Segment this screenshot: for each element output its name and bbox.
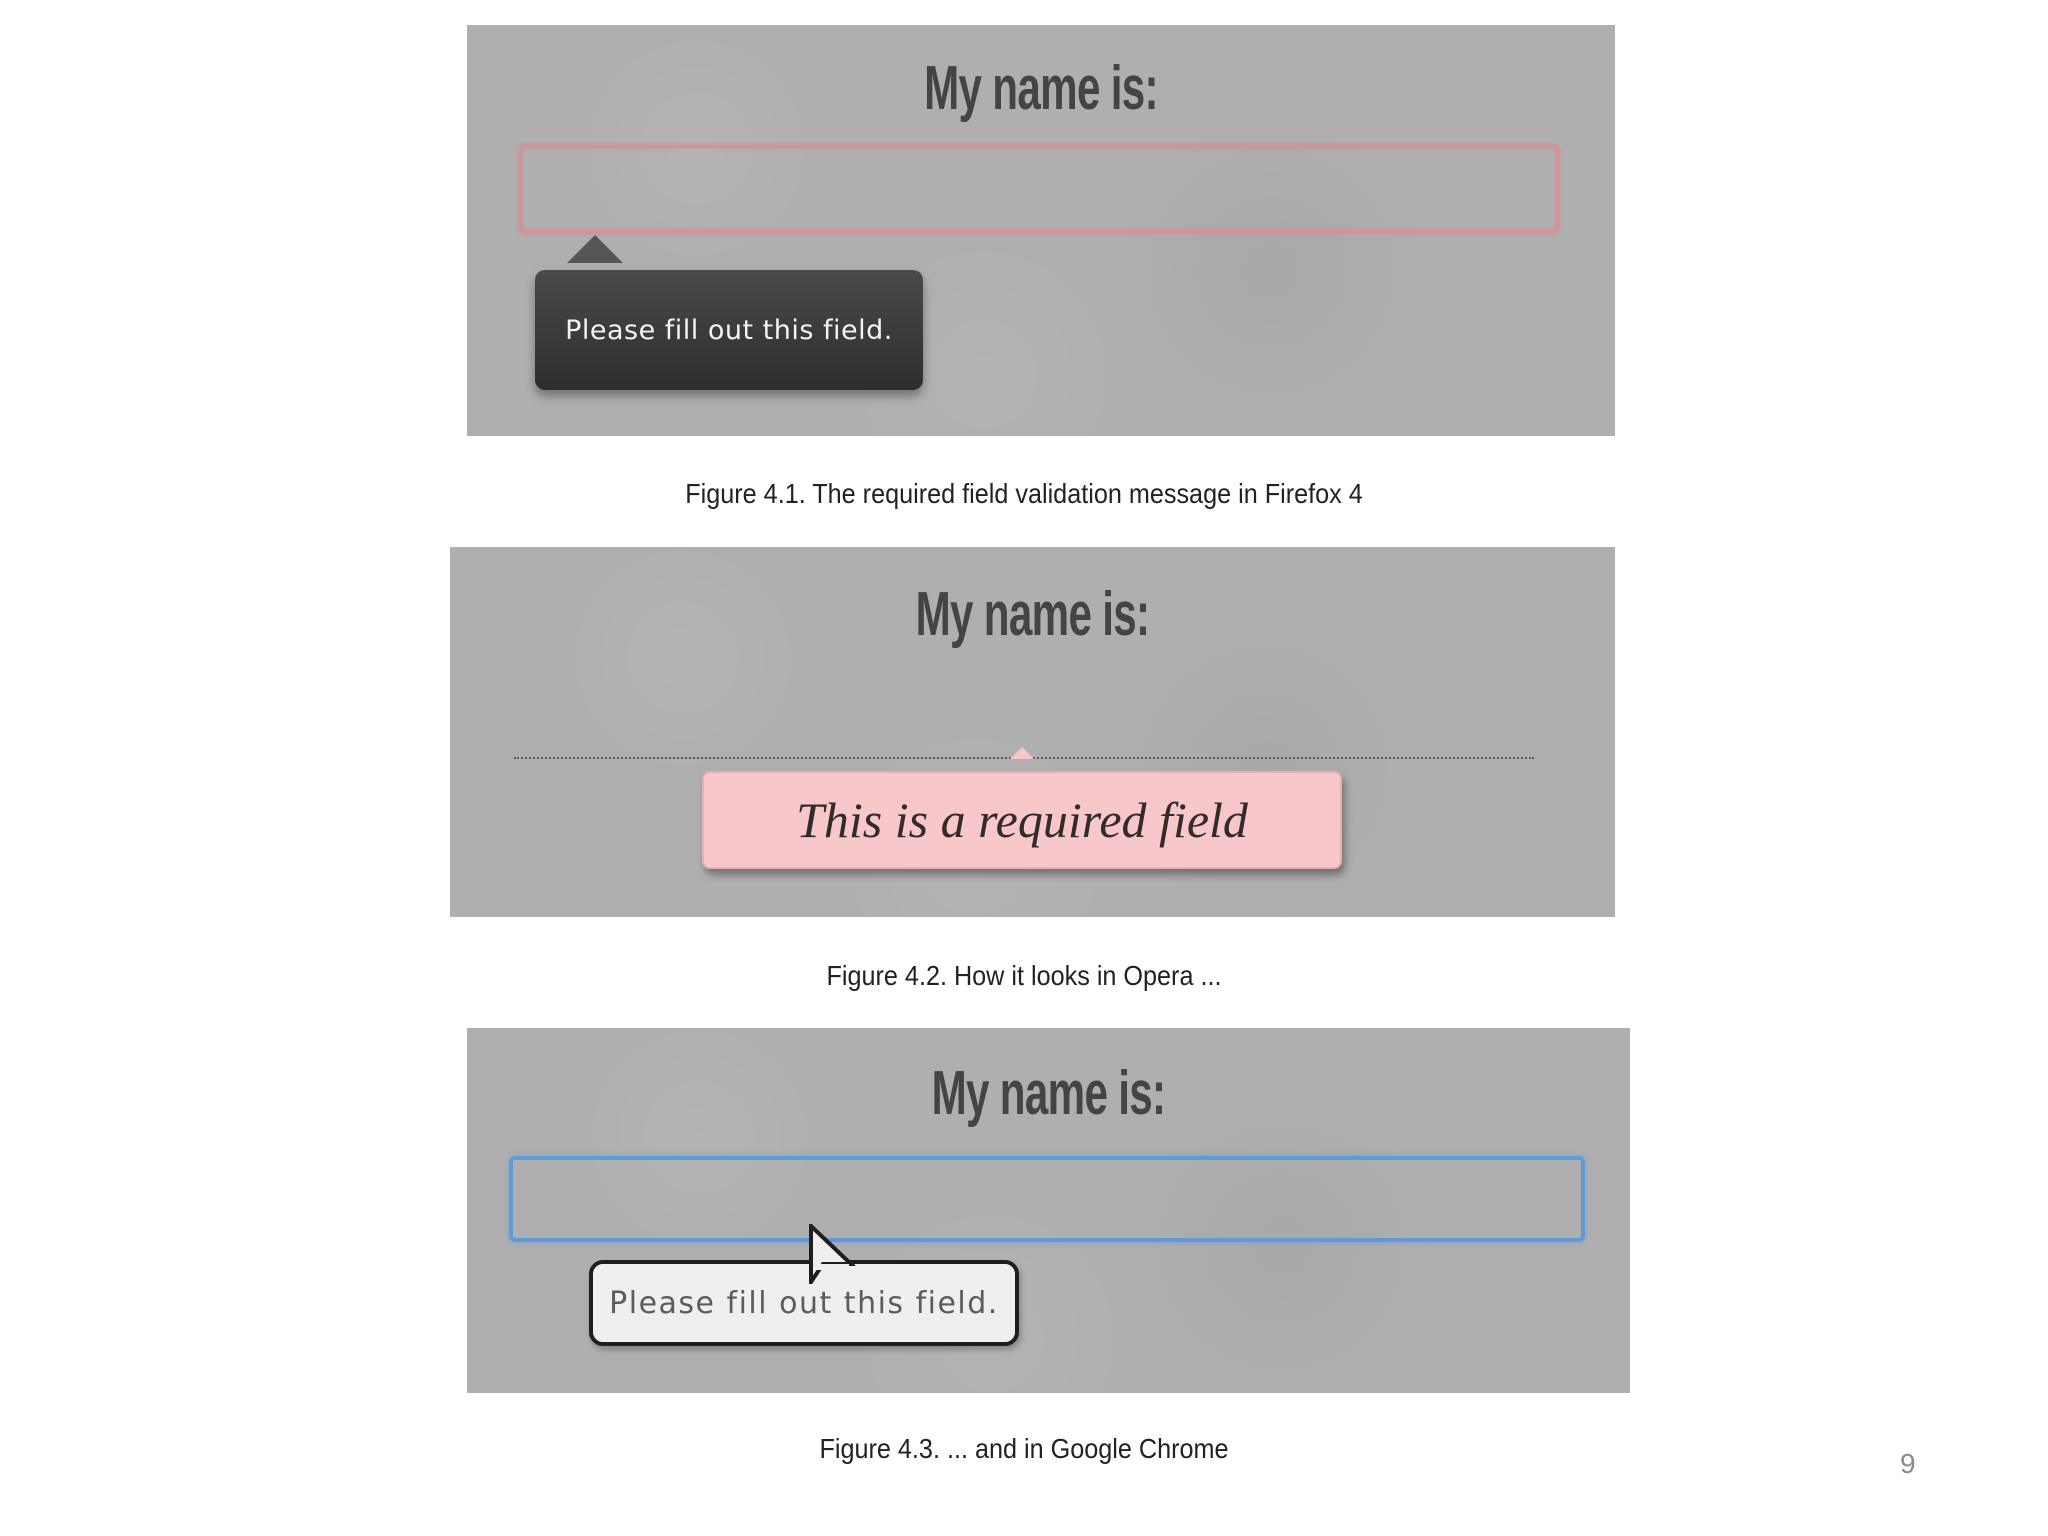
name-label-heading: My name is:: [924, 54, 1158, 123]
validation-tooltip: Please fill out this field.: [589, 1260, 1019, 1346]
name-label-heading: My name is:: [915, 580, 1150, 649]
figure-caption-firefox: Figure 4.1. The required field validation message in Firefox 4: [685, 478, 1363, 509]
figure-caption-chrome: Figure 4.3. ... and in Google Chrome: [819, 1433, 1229, 1464]
figure-chrome-screenshot: [467, 1028, 1630, 1393]
tooltip-arrow-icon: [567, 235, 623, 263]
name-input-field[interactable]: [509, 1156, 1585, 1242]
page-number: 9: [1900, 1448, 1916, 1479]
validation-tooltip: This is a required field: [702, 771, 1342, 869]
name-input-field[interactable]: [519, 145, 1559, 233]
figure-caption-opera: Figure 4.2. How it looks in Opera ...: [826, 960, 1222, 991]
figure-opera-screenshot: [450, 547, 1615, 917]
validation-tooltip: Please fill out this field.: [535, 270, 923, 390]
callout-pointer-icon: [809, 1224, 857, 1284]
name-label-heading: My name is:: [931, 1059, 1166, 1128]
figure-firefox-screenshot: [467, 25, 1615, 436]
tooltip-arrow-icon: [1010, 747, 1034, 759]
